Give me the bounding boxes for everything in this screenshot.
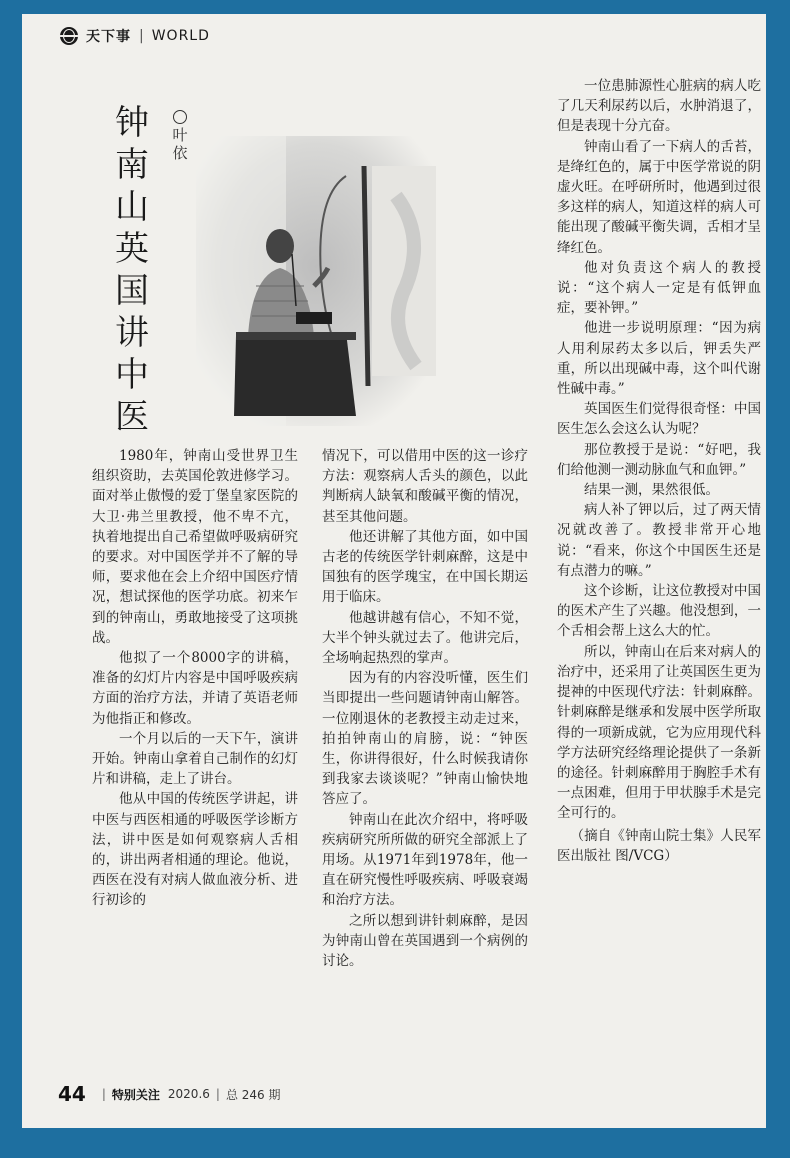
paragraph: 1980年，钟南山受世界卫生组织资助，去英国伦敦进修学习。面对举止傲慢的爱丁堡皇家医院的大卫·弗兰里教授，他不卑不亢，执着地提出自己希望做呼吸病研究的要求。对中国医学并不了解的导师，要求他在会上介绍中国医疗情况，想试探他的医学功底。初来乍到的钟南山，勇敢地接受了这项挑战。 (92, 448, 298, 646)
text-column-2 (322, 446, 528, 971)
paragraph: 结果一测，果然很低。 (584, 482, 719, 499)
text-column-1 (92, 446, 298, 911)
paragraph: 钟南山在此次介绍中，将呼吸疾病研究所所做的研究全部派上了用场。从1971年到1978年，他一直在研究慢性呼吸疾病、呼吸衰竭和治疗方法。 (322, 811, 528, 909)
speaker-photo (196, 136, 436, 426)
paragraph: 他对负责这个病人的教授说：“这个病人一定是有低钾血症，要补钾。” (557, 259, 761, 317)
magazine-name: 特别关注 (111, 1087, 160, 1102)
paragraph: 因为有的内容没听懂，医生们当即提出一些问题请钟南山解答。一位刚退休的老教授主动走过来，拍拍钟南山的肩膀，说：“钟医生，你讲得很好，什么时候我请你到我家去谈谈呢？”钟南山愉快地答应了。 (322, 670, 528, 808)
paragraph: 他进一步说明原理：“因为病人用利尿药太多以后，钾丢失严重，所以出现碱中毒，这个叫代谢性碱中毒。” (557, 320, 761, 398)
article-author (170, 110, 190, 162)
paragraph: 这个诊断，让这位教授对中国的医术产生了兴趣。他没想到，一个舌相会帮上这么大的忙。 (557, 583, 761, 640)
paragraph: 英国医生们觉得很奇怪：中国医生怎么会这么认为呢？ (557, 401, 761, 438)
page-footer (58, 1082, 281, 1106)
paragraph: 他从中国的传统医学讲起，讲中医与西医相通的呼吸医学诊断方法，讲中医是如何观察病人舌相的，讲出两者相通的理论。他说，西医在没有对病人做血液分析、进行初诊的 (92, 791, 298, 909)
footer-separator-2: | (215, 1087, 220, 1101)
paragraph: 病人补了钾以后，过了两天情况就改善了。教授非常开心地说：“看来，你这个中国医生还是有点潜力的嘛。” (557, 502, 761, 579)
paragraph: 他拟了一个8000字的讲稿，准备的幻灯片内容是中国呼吸疾病方面的治疗方法，并请了英语老师为他指正和修改。 (92, 650, 298, 727)
paragraph: 钟南山看了一下病人的舌苔，是绛红色的，属于中医学常说的阴虚火旺。在呼研所时，他遇到过很多这样的病人，知道这样的病人可能出现了酸碱平衡失调，舌相才呈绛红色。 (557, 138, 761, 256)
source-credit: （摘自《钟南山院士集》人民军医出版社 图/VCG） (557, 827, 761, 864)
issue-date: 2020.6 (167, 1087, 210, 1101)
page-number: 44 (58, 1082, 86, 1106)
paragraph: 之所以想到讲针刺麻醉，是因为钟南山曾在英国遇到一个病例的讨论。 (322, 912, 528, 970)
paragraph: 一个月以后的一天下午，演讲开始。钟南山拿着自己制作的幻灯片和讲稿，走上了讲台。 (92, 730, 298, 788)
paragraph-continued: 情况下，可以借用中医的这一诊疗方法：观察病人舌头的颜色，以此判断病人缺氧和酸碱平衡的情况，甚至其他问题。 (322, 448, 528, 525)
issue-number: 总 246 期 (225, 1087, 281, 1102)
text-column-3 (557, 76, 761, 866)
section-title-cn: 天下事 (86, 29, 131, 45)
article-title: 钟南山英国讲中医 (115, 103, 149, 437)
header-separator: | (139, 28, 144, 44)
paragraph: 他越讲越有信心，不知不觉，大半个钟头就过去了。他讲完后，全场响起热烈的掌声。 (322, 609, 528, 667)
globe-icon (60, 27, 78, 45)
author-name: 叶依 (172, 126, 188, 162)
author-circle-mark (173, 110, 187, 124)
speaker-photo-illustration (196, 136, 436, 426)
paragraph: 一位患肺源性心脏病的病人吃了几天利尿药以后，水肿消退了，但是表现十分亢奋。 (557, 78, 761, 135)
section-header (60, 24, 210, 48)
paragraph: 他还讲解了其他方面，如中国古老的传统医学针刺麻醉，这是中国独有的医学瑰宝，在中国长期运用于临床。 (322, 528, 528, 606)
section-title-en: WORLD (151, 28, 210, 44)
paragraph: 所以，钟南山在后来对病人的治疗中，还采用了让英国医生更为提神的中医现代疗法：针刺麻醉。针刺麻醉是继承和发展中医学所取得的一项新成就，它为应用现代科学方法研究经络理论提供了一条新的途径。针刺麻醉用于胸腔手术有一点困难，但用于甲状腺手术是完全可行的。 (557, 643, 761, 822)
magazine-page (22, 14, 766, 1128)
footer-separator: | (101, 1087, 106, 1101)
paragraph: 那位教授于是说：“好吧，我们给他测一测动脉血气和血钾。” (557, 441, 761, 478)
